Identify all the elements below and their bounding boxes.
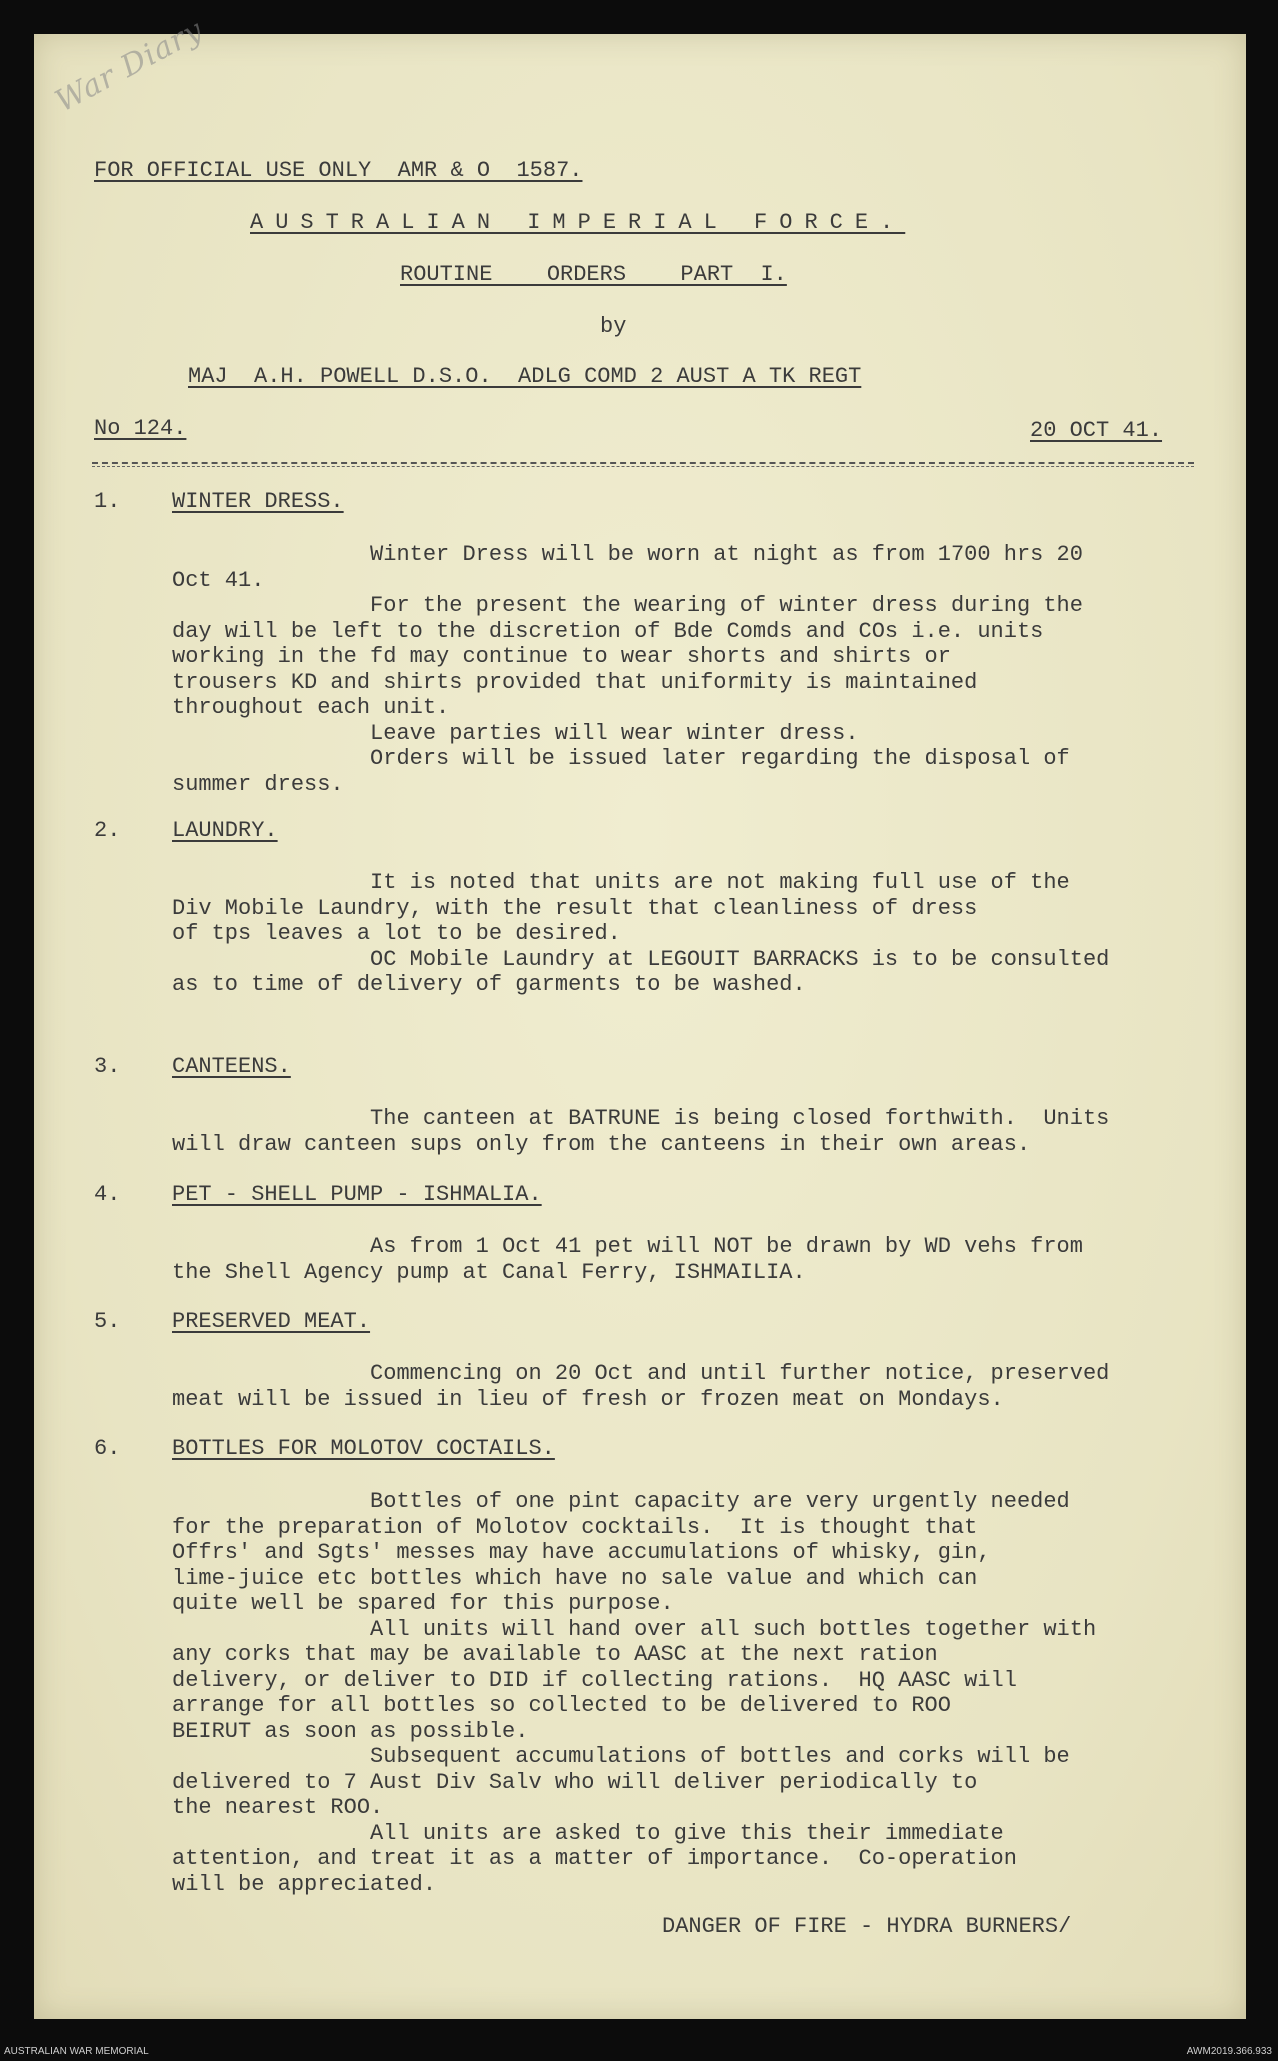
body-line: of tps leaves a lot to be desired. [172, 921, 621, 946]
body-line: As from 1 Oct 41 pet will NOT be drawn by WD vehs from [172, 1234, 1083, 1259]
body-line: delivery, or deliver to DID if collecting rations. HQ AASC will [172, 1667, 1017, 1693]
document-page [34, 12, 1246, 2019]
body-line: BEIRUT as soon as possible. [172, 1718, 529, 1744]
body-line: the Shell Agency pump at Canal Ferry, ISHMAILIA. [172, 1259, 806, 1285]
body-line: Subsequent accumulations of bottles and corks will be [172, 1744, 1070, 1769]
body-line: meat will be issued in lieu of fresh or frozen meat on Mondays. [172, 1386, 1004, 1412]
official-use-line: FOR OFFICIAL USE ONLY AMR & O 1587. [94, 158, 583, 183]
section-title: WINTER DRESS. [172, 489, 344, 514]
authority-line: MAJ A.H. POWELL D.S.O. ADLG COMD 2 AUST A TK REGT [188, 364, 862, 389]
section-title: PRESERVED MEAT. [172, 1309, 371, 1334]
body-line: working in the fd may continue to wear shorts and shirts or [172, 644, 951, 669]
body-line: trousers KD and shirts provided that uniformity is maintained [172, 669, 978, 695]
force-heading: AUSTRALIAN IMPERIAL FORCE. [250, 210, 906, 235]
body-line: attention, and treat it as a matter of importance. Co-operation [172, 1846, 1017, 1871]
header-rule [92, 462, 1194, 464]
body-line: Bottles of one pint capacity are very urgently needed [172, 1489, 1070, 1514]
section-number: 5. [94, 1309, 121, 1334]
section-body [172, 1234, 1212, 1285]
body-line: Oct 41. [172, 567, 265, 593]
body-line: Commencing on 20 Oct and until further notice, preserved [172, 1361, 1110, 1386]
header-rule-2 [92, 466, 1194, 467]
body-line: any corks that may be available to AASC at the next ration [172, 1642, 938, 1667]
section-title: PET - SHELL PUMP - ISHMALIA. [172, 1182, 542, 1207]
handwritten-annotation: War Diary [49, 12, 210, 120]
section-number: 4. [94, 1182, 121, 1207]
section-number: 1. [94, 489, 121, 514]
body-line: arrange for all bottles so collected to be delivered to ROO [172, 1693, 951, 1718]
continuation-line: DANGER OF FIRE - HYDRA BURNERS/ [662, 1914, 1072, 1939]
body-line: lime-juice etc bottles which have no sale value and which can [172, 1565, 978, 1591]
body-line: as to time of delivery of garments to be washed. [172, 972, 806, 997]
section-body [172, 870, 1212, 998]
body-line: For the present the wearing of winter dress during the [172, 593, 1083, 618]
body-line: will be appreciated. [172, 1871, 437, 1897]
section-title: LAUNDRY. [172, 818, 278, 843]
section-title: BOTTLES FOR MOLOTOV COCTAILS. [172, 1436, 555, 1461]
section-number: 6. [94, 1436, 121, 1461]
body-line: Orders will be issued later regarding the disposal of [172, 746, 1070, 771]
section-number: 2. [94, 818, 121, 843]
body-line: OC Mobile Laundry at LEGOUIT BARRACKS is to be consulted [172, 946, 1110, 972]
section-body [172, 1361, 1212, 1412]
body-line: Div Mobile Laundry, with the result that cleanliness of dress [172, 895, 978, 921]
orders-heading: ROUTINE ORDERS PART I. [400, 262, 787, 287]
body-line: delivered to 7 Aust Div Salv who will deliver periodically to [172, 1769, 978, 1795]
body-line: quite well be spared for this purpose. [172, 1591, 674, 1616]
body-line: day will be left to the discretion of Bde Comds and COs i.e. units [172, 618, 1044, 644]
body-line: All units will hand over all such bottles together with [172, 1616, 1097, 1642]
section-body [172, 542, 1212, 797]
section-number: 3. [94, 1054, 121, 1079]
section-title: CANTEENS. [172, 1054, 291, 1079]
archive-credit: AUSTRALIAN WAR MEMORIAL [4, 2046, 149, 2057]
archive-reference: AWM2019.366.933 [1186, 2046, 1272, 2057]
order-date: 20 OCT 41. [1030, 418, 1163, 443]
body-line: summer dress. [172, 771, 344, 797]
body-line: the nearest ROO. [172, 1795, 384, 1820]
body-line: The canteen at BATRUNE is being closed forthwith. Units [172, 1106, 1110, 1131]
by-line: by [600, 314, 627, 339]
body-line: Offrs' and Sgts' messes may have accumulations of whisky, gin, [172, 1540, 991, 1565]
body-line: throughout each unit. [172, 695, 450, 720]
body-line: It is noted that units are not making full use of the [172, 870, 1070, 895]
order-number: No 124. [94, 416, 187, 441]
body-line: will draw canteen sups only from the canteens in their own areas. [172, 1131, 1031, 1157]
body-line: for the preparation of Molotov cocktails. It is thought that [172, 1514, 978, 1540]
body-line: Winter Dress will be worn at night as from 1700 hrs 20 [172, 542, 1083, 567]
section-body [172, 1489, 1212, 1897]
body-line: All units are asked to give this their immediate [172, 1820, 1004, 1846]
section-body [172, 1106, 1212, 1157]
body-line: Leave parties will wear winter dress. [172, 720, 859, 746]
